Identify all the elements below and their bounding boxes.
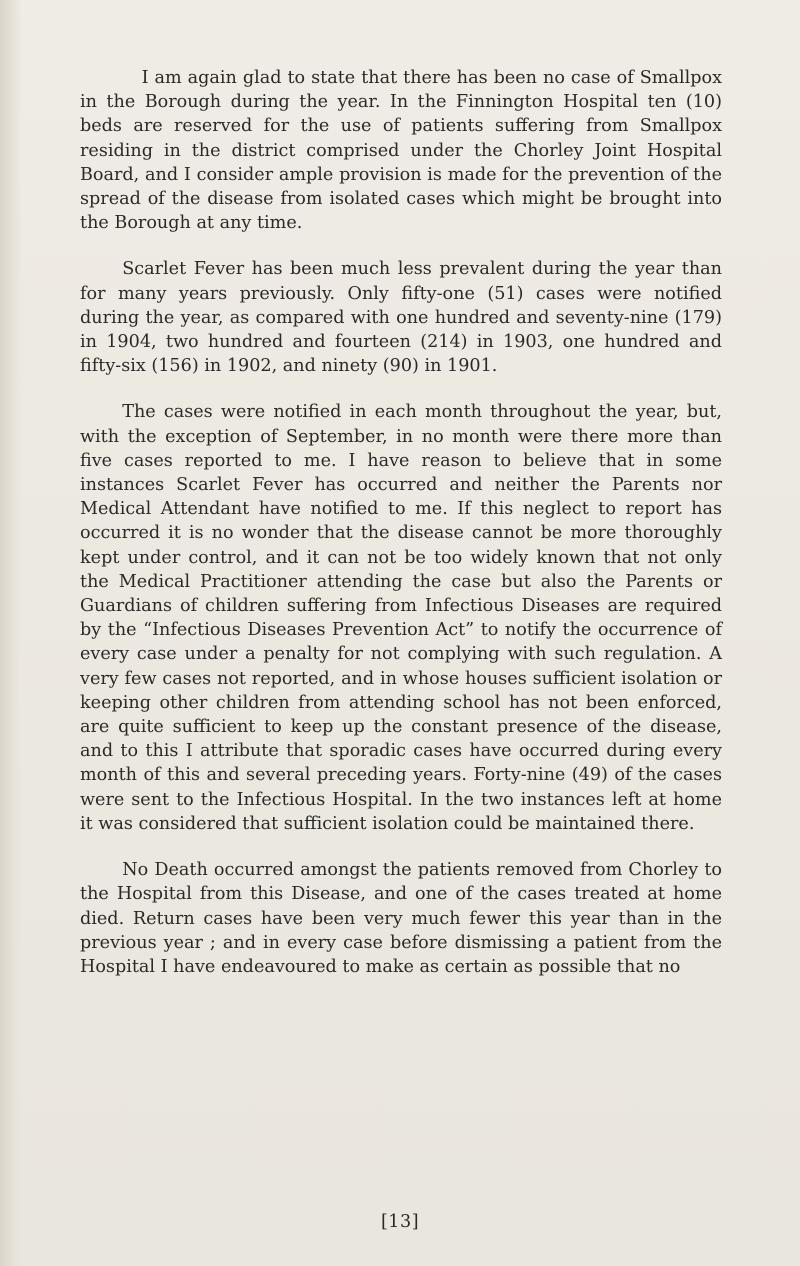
paragraph-smallpox: I am again glad to state that there has been no case of Smallpox in the Borough during the year. In the Finnington Hospital ten (10) beds are reserved for the use of patients suffering from Smallpox residing in the district comprised under the Chorley Joint Hospital Board, and I consider ample provision is made for the prevention of the spread of the disease from isolated cases which might be brought into the Borough at any time.	[80, 68, 722, 234]
paragraph-notification-cases: The cases were notified in each month throughout the year, but, with the exception of September, in no month were there more than five cases reported to me. I have reason to believe that in some instances Scarlet Fever has occurred and neither the Parents nor Medical Attendant have notified to me. If this neglect to report has occurred it is no wonder that the disease cannot be more thoroughly kept under control, and it can not be too widely known that not only the Medical Practitioner attending the case but also the Parents or Guardians of children suffering from Infectious Diseases are required by the “Infectious Diseases Prevention Act” to notify the occurrence of every case under a penalty for not complying with such regulation. A very few cases not reported, and in whose houses sufficient isolation or keeping other children from attending school has not been enforced, are quite sufficient to keep up the constant presence of the disease, and to this I attribute that sporadic cases have occurred during every month of this and several preceding years. Forty-nine (49) of the cases were sent to the Infectious Hospital. In the two instances left at home it was considered that sufficient isolation could be maintained there.	[80, 402, 722, 834]
page-binding-edge	[0, 0, 22, 1266]
page-number: [13]	[380, 1212, 420, 1232]
body-text	[80, 66, 722, 1001]
paragraph-scarlet-fever-prevalence: Scarlet Fever has been much less prevalent during the year than for many years previously. Only fifty-one (51) cases were notified during the year, as compared with one hundred and seventy-nine (179) in 1904, two hundred and fourteen (214) in 1903, one hundred and fifty-six (156) in 1902, and ninety (90) in 1901.	[80, 259, 722, 377]
paragraph-deaths-return-cases: No Death occurred amongst the patients removed from Chorley to the Hospital from this Disease, and one of the cases treated at home died. Return cases have been very much fewer this year than in the previous year ; and in every case before dismissing a patient from the Hospital I have endeavoured to make as certain as possible that no	[80, 860, 722, 977]
